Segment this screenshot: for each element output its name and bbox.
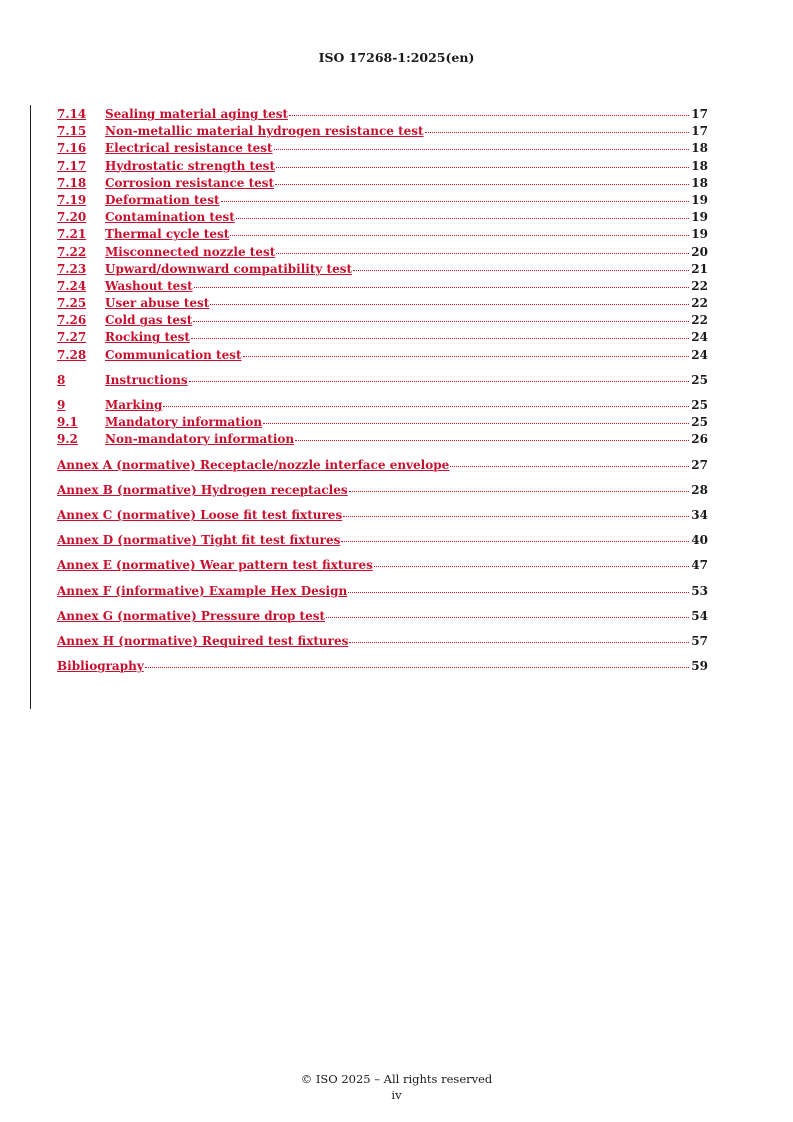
- toc-title: Hydrostatic strength test: [105, 158, 275, 173]
- toc-link-7-28[interactable]: [57, 347, 690, 364]
- page-number: iv: [391, 1088, 402, 1102]
- toc-entry: [57, 175, 708, 192]
- toc-title: Cold gas test: [105, 313, 193, 328]
- dot-leader: [450, 465, 689, 467]
- toc-entry: [57, 507, 708, 524]
- dot-leader: [236, 217, 689, 219]
- toc-number: 7.22: [57, 244, 87, 259]
- toc-entry: [57, 482, 708, 499]
- dot-leader: [425, 131, 689, 133]
- toc-link-bibliography[interactable]: [57, 658, 690, 675]
- toc-number: 7.19: [57, 192, 87, 207]
- toc-number: 7.25: [57, 296, 87, 311]
- toc-title: Annex H (normative) Required test fixtures: [57, 633, 349, 648]
- dot-leader: [353, 269, 689, 271]
- toc-page-number: 26: [691, 432, 708, 447]
- toc-link-7-20[interactable]: [57, 209, 690, 226]
- toc-number: 7.24: [57, 278, 87, 293]
- toc-title: Contamination test: [105, 210, 235, 225]
- toc-entry: [57, 583, 708, 600]
- toc-link-7-27[interactable]: [57, 329, 690, 346]
- toc-number: 7.15: [57, 124, 87, 139]
- toc-entry: [57, 414, 708, 431]
- toc-title: Annex B (normative) Hydrogen receptacles: [57, 482, 348, 497]
- toc-page-number: 53: [691, 583, 708, 598]
- toc-title: Non-mandatory information: [105, 432, 295, 447]
- dot-leader: [326, 616, 689, 618]
- toc-title: Rocking test: [105, 330, 190, 345]
- dot-leader: [194, 286, 689, 288]
- dot-leader: [276, 252, 689, 254]
- toc-entry: [57, 226, 708, 243]
- toc-link-7-26[interactable]: [57, 312, 690, 329]
- toc-link-7-18[interactable]: [57, 175, 690, 192]
- toc-page-number: 57: [691, 633, 708, 648]
- toc-entry: [57, 140, 708, 157]
- toc-entry: [57, 532, 708, 549]
- toc-link-7-16[interactable]: [57, 140, 690, 157]
- toc-link-7-24[interactable]: [57, 278, 690, 295]
- toc-link-7-15[interactable]: [57, 123, 690, 140]
- toc-title: Misconnected nozzle test: [105, 244, 276, 259]
- toc-page-number: 17: [691, 107, 708, 121]
- toc-page-number: 27: [691, 457, 708, 472]
- toc-link-7-23[interactable]: [57, 261, 690, 278]
- toc-page-number: 40: [691, 533, 708, 548]
- toc-entry: [57, 329, 708, 346]
- toc-number: 7.27: [57, 330, 87, 345]
- toc-link-7-22[interactable]: [57, 244, 690, 261]
- toc-entry: [57, 123, 708, 140]
- toc-link-annex-c[interactable]: [57, 507, 690, 524]
- toc-entry: [57, 557, 708, 574]
- toc-title: User abuse test: [105, 296, 210, 311]
- toc-number: 7.21: [57, 227, 87, 242]
- revision-change-bar: [30, 105, 31, 709]
- toc-link-7-19[interactable]: [57, 192, 690, 209]
- toc-entry: [57, 278, 708, 295]
- dot-leader: [349, 490, 689, 492]
- toc-title: Corrosion resistance test: [105, 175, 275, 190]
- toc-number: 7.23: [57, 261, 87, 276]
- toc-link-annex-a[interactable]: [57, 457, 690, 474]
- toc-page-number: 34: [691, 507, 708, 522]
- toc-entry: [57, 608, 708, 625]
- toc-title: Deformation test: [105, 192, 220, 207]
- toc-number: 7.26: [57, 313, 87, 328]
- toc-number: 7.18: [57, 175, 87, 190]
- dot-leader: [145, 666, 689, 668]
- toc-entry: [57, 431, 708, 448]
- toc-title: Instructions: [105, 372, 188, 387]
- toc-title: Non-metallic material hydrogen resistance test: [105, 124, 424, 139]
- dot-leader: [189, 380, 689, 382]
- toc-link-annex-d[interactable]: [57, 532, 690, 549]
- dot-leader: [341, 540, 689, 542]
- toc-title: Marking: [105, 398, 163, 412]
- toc-page-number: 25: [691, 415, 708, 430]
- toc-page-number: 22: [691, 296, 708, 311]
- toc-link-9[interactable]: [57, 397, 690, 414]
- toc-page-number: 24: [691, 347, 708, 362]
- toc-title: Annex C (normative) Loose fit test fixtures: [57, 507, 343, 522]
- toc-link-7-21[interactable]: [57, 226, 690, 243]
- toc-link-7-25[interactable]: [57, 295, 690, 312]
- toc-title: Mandatory information: [105, 415, 263, 430]
- dot-leader: [221, 200, 690, 202]
- dot-leader: [348, 591, 689, 593]
- toc-number: 9.2: [57, 432, 78, 447]
- toc-number: 9.1: [57, 415, 78, 430]
- toc-entry: [57, 347, 708, 364]
- dot-leader: [230, 234, 689, 236]
- toc-number: 7.28: [57, 347, 87, 362]
- toc-page-number: 17: [691, 124, 708, 139]
- toc-link-annex-h[interactable]: [57, 633, 690, 650]
- toc-page-number: 28: [691, 482, 708, 497]
- copyright-notice: © ISO 2025 – All rights reserved: [300, 1072, 493, 1086]
- table-of-contents: [57, 106, 708, 675]
- toc-title: Annex A (normative) Receptacle/nozzle interface envelope: [57, 457, 450, 472]
- toc-title: Annex E (normative) Wear pattern test fixtures: [57, 558, 373, 573]
- toc-link-annex-b[interactable]: [57, 482, 690, 499]
- toc-link-annex-e[interactable]: [57, 557, 690, 574]
- dot-leader: [374, 565, 689, 567]
- dot-leader: [193, 320, 689, 322]
- toc-entry: [57, 261, 708, 278]
- dot-leader: [295, 439, 689, 441]
- toc-page-number: 18: [691, 175, 708, 190]
- toc-page-number: 19: [691, 192, 708, 207]
- toc-entry: [57, 192, 708, 209]
- toc-entry: [57, 457, 708, 474]
- toc-page-number: 47: [691, 558, 708, 573]
- dot-leader: [349, 641, 689, 643]
- toc-title: Communication test: [105, 347, 242, 362]
- toc-number: 9: [57, 398, 66, 412]
- toc-title: Electrical resistance test: [105, 141, 273, 156]
- toc-title: Washout test: [105, 278, 193, 293]
- toc-entry: [57, 244, 708, 261]
- toc-title: Upward/downward compatibility test: [105, 261, 353, 276]
- dot-leader: [343, 515, 689, 517]
- toc-entry: [57, 158, 708, 175]
- dot-leader: [263, 422, 689, 424]
- dot-leader: [210, 303, 689, 305]
- page-header: ISO 17268-1:2025(en): [318, 50, 475, 65]
- toc-entry: [57, 658, 708, 675]
- toc-link-8[interactable]: [57, 372, 690, 389]
- toc-page-number: 25: [691, 372, 708, 387]
- dot-leader: [191, 337, 689, 339]
- toc-page-number: 54: [691, 608, 708, 623]
- dot-leader: [289, 114, 689, 116]
- toc-link-7-14[interactable]: [57, 106, 690, 123]
- toc-link-9-1[interactable]: [57, 414, 690, 431]
- toc-page-number: 18: [691, 141, 708, 156]
- toc-page-number: 24: [691, 330, 708, 345]
- dot-leader: [274, 148, 689, 150]
- toc-entry: [57, 295, 708, 312]
- toc-title: Sealing material aging test: [105, 107, 289, 121]
- toc-title: Annex D (normative) Tight fit test fixtures: [57, 533, 341, 548]
- toc-number: 7.20: [57, 210, 87, 225]
- toc-title: Thermal cycle test: [105, 227, 230, 242]
- toc-page-number: 59: [691, 659, 708, 674]
- toc-page-number: 22: [691, 313, 708, 328]
- toc-page-number: 21: [691, 261, 708, 276]
- dot-leader: [243, 355, 689, 357]
- page-footer: [0, 1071, 793, 1103]
- dot-leader: [163, 405, 689, 407]
- toc-title: Annex G (normative) Pressure drop test: [57, 608, 326, 623]
- toc-entry: [57, 372, 708, 389]
- toc-number: 8: [57, 372, 66, 387]
- dot-leader: [275, 183, 689, 185]
- toc-number: 7.14: [57, 107, 87, 121]
- toc-link-7-17[interactable]: [57, 158, 690, 175]
- toc-entry: [57, 106, 708, 123]
- toc-page-number: 20: [691, 244, 708, 259]
- toc-link-annex-f[interactable]: [57, 583, 690, 600]
- toc-title: Annex F (informative) Example Hex Design: [57, 583, 348, 598]
- dot-leader: [276, 166, 689, 168]
- toc-number: 7.16: [57, 141, 87, 156]
- toc-link-annex-g[interactable]: [57, 608, 690, 625]
- toc-page-number: 22: [691, 278, 708, 293]
- toc-page-number: 19: [691, 210, 708, 225]
- toc-number: 7.17: [57, 158, 87, 173]
- toc-page-number: 18: [691, 158, 708, 173]
- toc-entry: [57, 209, 708, 226]
- toc-entry: [57, 397, 708, 414]
- toc-entry: [57, 312, 708, 329]
- toc-page-number: 25: [691, 398, 708, 412]
- toc-entry: [57, 633, 708, 650]
- toc-title: Bibliography: [57, 659, 144, 674]
- toc-link-9-2[interactable]: [57, 431, 690, 448]
- toc-page-number: 19: [691, 227, 708, 242]
